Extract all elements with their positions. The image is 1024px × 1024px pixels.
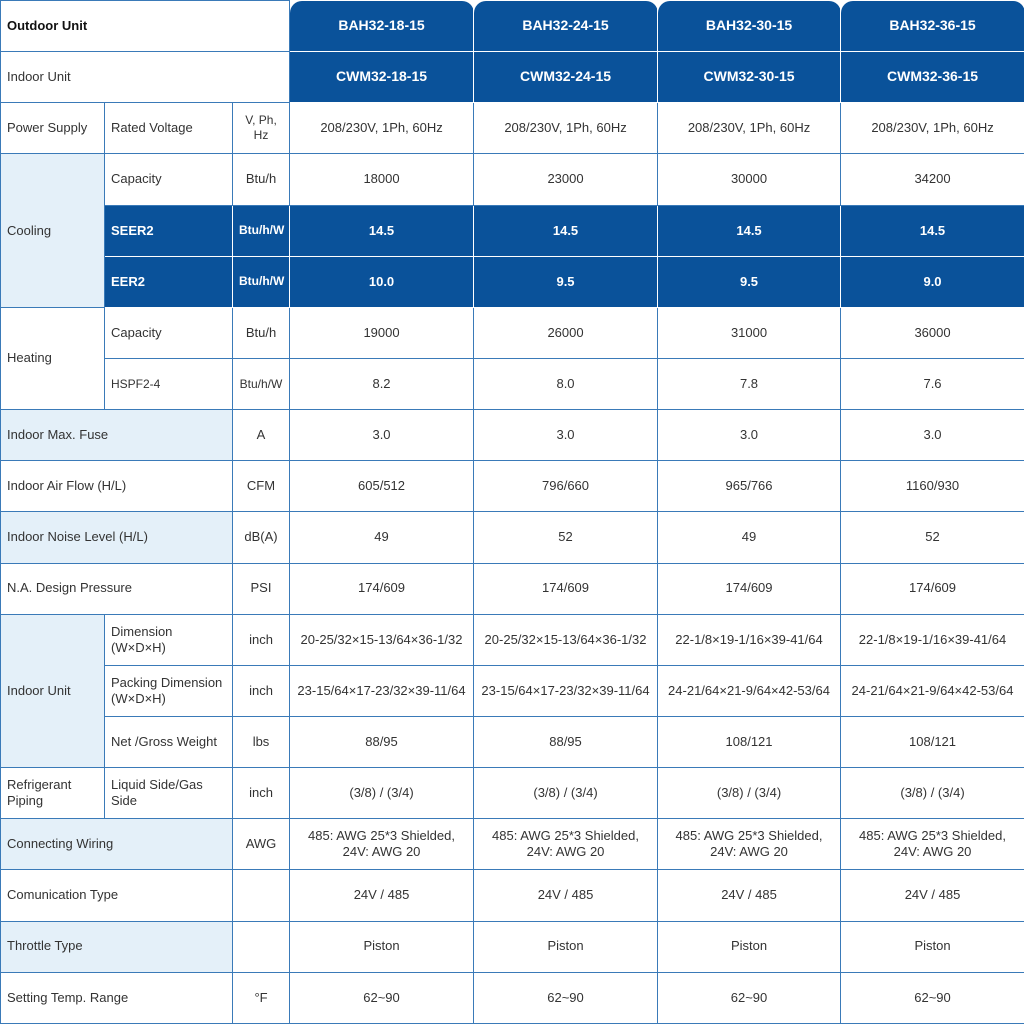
cell-value: 26000	[474, 307, 658, 358]
cell-value: 31000	[658, 307, 841, 358]
outdoor-model: BAH32-18-15	[290, 1, 474, 52]
indoor-model: CWM32-24-15	[474, 52, 658, 103]
cell-value: 62~90	[290, 972, 474, 1023]
row-sublabel: Capacity	[105, 154, 233, 205]
cell-value: 10.0	[290, 256, 474, 307]
table-row	[1, 461, 1024, 512]
cell-value: 965/766	[658, 461, 841, 512]
wiring-line-1: 485: AWG 25*3 Shielded,	[675, 828, 823, 844]
cell-value: (3/8) / (3/4)	[658, 768, 841, 819]
row-label: Setting Temp. Range	[1, 972, 233, 1023]
cell-value: 174/609	[474, 563, 658, 614]
table-row	[1, 768, 1024, 819]
cell-value: 9.0	[841, 256, 1024, 307]
cell-value: 24V / 485	[290, 870, 474, 921]
row-unit: lbs	[233, 716, 290, 767]
cell-value: 49	[290, 512, 474, 563]
cell-value: 24-21/64×21-9/64×42-53/64	[658, 665, 841, 716]
cell-value: 8.0	[474, 358, 658, 409]
row-sublabel: Dimension (W×D×H)	[105, 614, 233, 665]
cell-value: Piston	[658, 921, 841, 972]
row-label: Refrigerant Piping	[1, 768, 105, 819]
cell-value	[290, 819, 474, 870]
indoor-model-row	[1, 52, 1024, 103]
cell-value: 23-15/64×17-23/32×39-11/64	[474, 665, 658, 716]
cell-value: 88/95	[474, 716, 658, 767]
cell-value: Piston	[841, 921, 1024, 972]
cell-value: 18000	[290, 154, 474, 205]
cell-value: 24V / 485	[841, 870, 1024, 921]
group-label-heating: Heating	[1, 307, 105, 409]
row-unit: inch	[233, 665, 290, 716]
row-label: Indoor Air Flow (H/L)	[1, 461, 233, 512]
cell-value: 49	[658, 512, 841, 563]
row-label: Power Supply	[1, 103, 105, 154]
cell-value: 208/230V, 1Ph, 60Hz	[290, 103, 474, 154]
cell-value: 62~90	[474, 972, 658, 1023]
row-unit: Btu/h	[233, 154, 290, 205]
row-unit: inch	[233, 614, 290, 665]
row-unit: Btu/h/W	[233, 256, 290, 307]
wiring-line-2: 24V: AWG 20	[526, 844, 605, 860]
row-label: Throttle Type	[1, 921, 233, 972]
cell-value: 20-25/32×15-13/64×36-1/32	[474, 614, 658, 665]
outdoor-model: BAH32-36-15	[841, 1, 1024, 52]
row-unit	[233, 921, 290, 972]
cell-value: 174/609	[841, 563, 1024, 614]
cell-value: (3/8) / (3/4)	[290, 768, 474, 819]
table-row	[1, 154, 1024, 205]
row-sublabel: HSPF2-4	[105, 358, 233, 409]
row-label: N.A. Design Pressure	[1, 563, 233, 614]
table-row	[1, 410, 1024, 461]
wiring-line-1: 485: AWG 25*3 Shielded,	[859, 828, 1006, 844]
cell-value	[658, 819, 841, 870]
table-row	[1, 512, 1024, 563]
cell-value: 796/660	[474, 461, 658, 512]
cell-value: 14.5	[290, 205, 474, 256]
cell-value: 208/230V, 1Ph, 60Hz	[841, 103, 1024, 154]
row-unit: V, Ph, Hz	[233, 103, 290, 154]
row-unit: PSI	[233, 563, 290, 614]
cell-value	[841, 819, 1024, 870]
row-sublabel: EER2	[105, 256, 233, 307]
table-row	[1, 870, 1024, 921]
wiring-line-2: 24V: AWG 20	[893, 844, 972, 860]
outdoor-model: BAH32-30-15	[658, 1, 841, 52]
cell-value: 9.5	[474, 256, 658, 307]
row-unit: AWG	[233, 819, 290, 870]
cell-value: 108/121	[658, 716, 841, 767]
cell-value: 174/609	[658, 563, 841, 614]
row-label: Connecting Wiring	[1, 819, 233, 870]
cell-value: 23-15/64×17-23/32×39-11/64	[290, 665, 474, 716]
row-label: Indoor Noise Level (H/L)	[1, 512, 233, 563]
cell-value: 3.0	[841, 410, 1024, 461]
cell-value: 24V / 485	[658, 870, 841, 921]
cell-value: 14.5	[841, 205, 1024, 256]
table-row	[1, 358, 1024, 409]
row-unit: inch	[233, 768, 290, 819]
row-sublabel: Net /Gross Weight	[105, 716, 233, 767]
row-unit: Btu/h/W	[233, 205, 290, 256]
cell-value: 3.0	[290, 410, 474, 461]
cell-value: 24V / 485	[474, 870, 658, 921]
indoor-model: CWM32-18-15	[290, 52, 474, 103]
outdoor-unit-label: Outdoor Unit	[1, 1, 290, 52]
row-sublabel: Liquid Side/Gas Side	[105, 768, 233, 819]
row-unit: A	[233, 410, 290, 461]
row-unit: dB(A)	[233, 512, 290, 563]
row-label: Comunication Type	[1, 870, 233, 921]
cell-value: 52	[474, 512, 658, 563]
indoor-unit-label: Indoor Unit	[1, 52, 290, 103]
cell-value: 1160/930	[841, 461, 1024, 512]
cell-value: (3/8) / (3/4)	[474, 768, 658, 819]
outdoor-model-row	[1, 1, 1024, 52]
table-row	[1, 205, 1024, 256]
table-row	[1, 103, 1024, 154]
row-unit: Btu/h	[233, 307, 290, 358]
table-row	[1, 819, 1024, 870]
row-sublabel: Packing Dimension (W×D×H)	[105, 665, 233, 716]
cell-value: 36000	[841, 307, 1024, 358]
cell-value: 108/121	[841, 716, 1024, 767]
cell-value: 62~90	[841, 972, 1024, 1023]
cell-value: 19000	[290, 307, 474, 358]
indoor-model: CWM32-36-15	[841, 52, 1024, 103]
cell-value: Piston	[474, 921, 658, 972]
cell-value: 30000	[658, 154, 841, 205]
cell-value: 174/609	[290, 563, 474, 614]
wiring-line-2: 24V: AWG 20	[710, 844, 788, 860]
table-row	[1, 665, 1024, 716]
cell-value: 3.0	[474, 410, 658, 461]
cell-value: 208/230V, 1Ph, 60Hz	[474, 103, 658, 154]
wiring-line-1: 485: AWG 25*3 Shielded,	[308, 828, 455, 844]
cell-value: 3.0	[658, 410, 841, 461]
cell-value: 8.2	[290, 358, 474, 409]
row-sublabel: Capacity	[105, 307, 233, 358]
row-unit	[233, 870, 290, 921]
cell-value: 7.8	[658, 358, 841, 409]
row-unit: °F	[233, 972, 290, 1023]
table-row	[1, 307, 1024, 358]
cell-value: (3/8) / (3/4)	[841, 768, 1024, 819]
table-row	[1, 256, 1024, 307]
table-row	[1, 921, 1024, 972]
cell-value: 24-21/64×21-9/64×42-53/64	[841, 665, 1024, 716]
table-row	[1, 716, 1024, 767]
row-unit: CFM	[233, 461, 290, 512]
wiring-line-2: 24V: AWG 20	[342, 844, 421, 860]
cell-value: 52	[841, 512, 1024, 563]
cell-value: 22-1/8×19-1/16×39-41/64	[841, 614, 1024, 665]
table-row	[1, 972, 1024, 1023]
cell-value: 88/95	[290, 716, 474, 767]
cell-value: 14.5	[474, 205, 658, 256]
group-label-cooling: Cooling	[1, 154, 105, 307]
cell-value: 62~90	[658, 972, 841, 1023]
cell-value: 22-1/8×19-1/16×39-41/64	[658, 614, 841, 665]
table-row	[1, 614, 1024, 665]
outdoor-model: BAH32-24-15	[474, 1, 658, 52]
table-row	[1, 563, 1024, 614]
row-unit: Btu/h/W	[233, 358, 290, 409]
cell-value: 23000	[474, 154, 658, 205]
cell-value: 20-25/32×15-13/64×36-1/32	[290, 614, 474, 665]
cell-value: 14.5	[658, 205, 841, 256]
cell-value: 605/512	[290, 461, 474, 512]
cell-value	[474, 819, 658, 870]
cell-value: Piston	[290, 921, 474, 972]
indoor-model: CWM32-30-15	[658, 52, 841, 103]
cell-value: 9.5	[658, 256, 841, 307]
cell-value: 34200	[841, 154, 1024, 205]
group-label-indoor-unit: Indoor Unit	[1, 614, 105, 767]
wiring-line-1: 485: AWG 25*3 Shielded,	[492, 828, 639, 844]
row-sublabel: SEER2	[105, 205, 233, 256]
row-sublabel: Rated Voltage	[105, 103, 233, 154]
cell-value: 208/230V, 1Ph, 60Hz	[658, 103, 841, 154]
cell-value: 7.6	[841, 358, 1024, 409]
row-label: Indoor Max. Fuse	[1, 410, 233, 461]
